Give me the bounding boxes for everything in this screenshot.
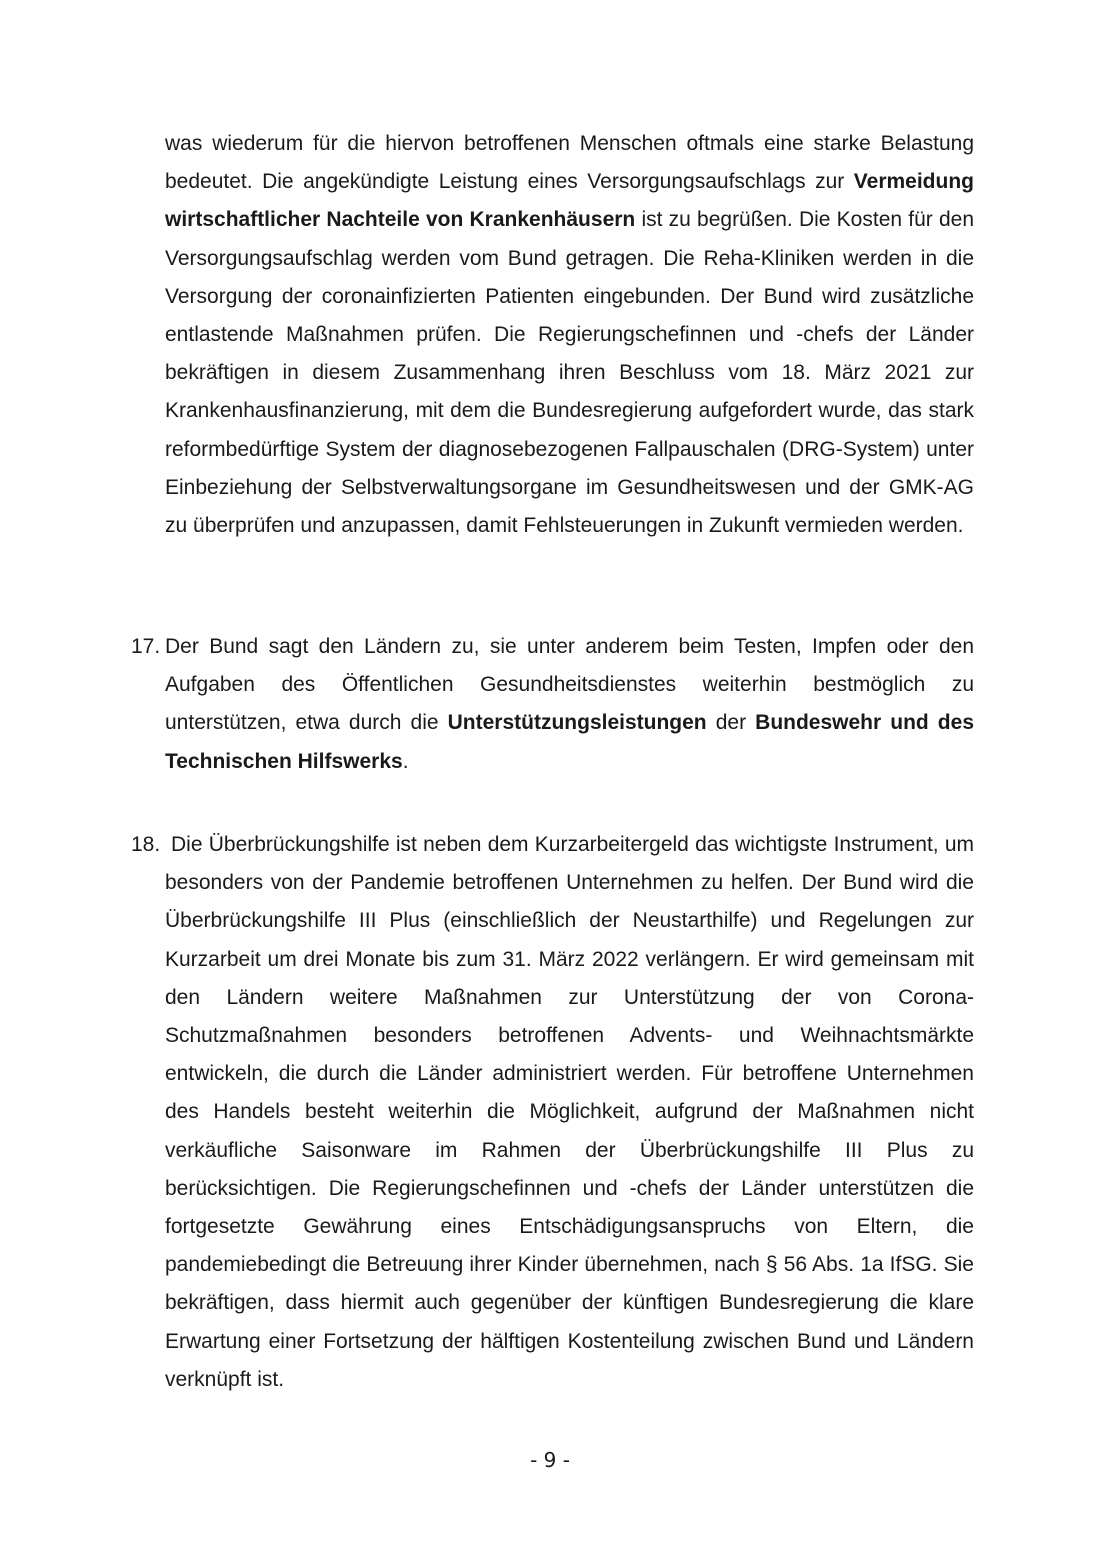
paragraph-text: ist zu begrüßen. Die Kosten für den Versorgungsaufschlag werden vom Bund getragen. Die Reha-Kliniken werden in die Versorgung der coronainfizierten Patienten eingebunden. Der Bund wird zusätzliche entlastende Maßnahmen prüfen. Die Regierungschefinnen und -chefs der Länder bekräftigen in diesem Zusammenhang ihren Beschluss vom 18. März 2021 zur Krankenhausfinanzierung, mit dem die Bundesregierung aufgefordert wurde, das stark reformbedürftige System der diagnosebezogenen Fallpauschalen (DRG-System) unter Einbeziehung der Selbstverwaltungsorgane im Gesundheitswesen und der GMK-AG zu überprüfen und anzupassen, damit Fehlsteuerungen in Zukunft vermieden werden. (165, 208, 974, 538)
bold-phrase: Unterstützungsleistungen (447, 711, 707, 735)
bold-phrase: Bundeswehr und des Technischen Hilfswerks (165, 711, 974, 773)
numbered-item-17 (131, 628, 974, 781)
item-number: 18. (131, 833, 161, 856)
paragraph-text: Die Überbrückungshilfe ist neben dem Kurzarbeitergeld das wichtigste Instrument, um besonders von der Pandemie betroffenen Unternehmen zu helfen. Der Bund wird die Überbrückungshilfe III Plus (einschließlich der Neustarthilfe) und Regelungen zur Kurzarbeit um drei Monate bis zum 31. März 2022 verlängern. Er wird gemeinsam mit den Ländern weitere Maßnahmen zur Unterstützung der von Corona-Schutzmaßnahmen besonders betroffenen Advents- und Weihnachtsmärkte entwickeln, die durch die Länder administriert werden. Für betroffene Unternehmen des Handels besteht weiterhin die Möglichkeit, aufgrund der Maßnahmen nicht verkäufliche Saisonware im Rahmen der Überbrückungshilfe III Plus zu berücksichtigen. Die Regierungschefinnen und -chefs der Länder unterstützen die fortgesetzte Gewährung eines Entschädigungsanspruchs von Eltern, die pandemiebedingt die Betreuung ihrer Kinder übernehmen, nach § 56 Abs. 1a IfSG. Sie bekräftigen, dass hiermit auch gegenüber der künftigen Bundesregierung die klare Erwartung einer Fortsetzung der hälftigen Kostenteilung zwischen Bund und Ländern verknüpft ist. (165, 833, 974, 1391)
bold-phrase: Vermeidung wirtschaftlicher Nachteile von Krankenhäusern (165, 170, 974, 232)
numbered-item-18 (131, 826, 974, 1399)
paragraph-text: Der Bund sagt den Ländern zu, sie unter anderem beim Testen, Impfen oder den Aufgaben des Öffentlichen Gesundheitsdienstes weiterhin bestmöglich zu unterstützen, etwa durch die (165, 635, 974, 735)
paragraph-text: der (706, 711, 756, 735)
paragraph-text: was wiederum für die hiervon betroffenen Menschen oftmals eine starke Belastung bedeutet. Die angekündigte Leistung eines Versorgungsaufschlags zur (165, 132, 974, 194)
page-number: - 9 - (530, 1448, 570, 1472)
paragraph-text: . (402, 749, 409, 773)
continuation-paragraph (165, 125, 974, 545)
item-number: 17. (131, 635, 161, 658)
